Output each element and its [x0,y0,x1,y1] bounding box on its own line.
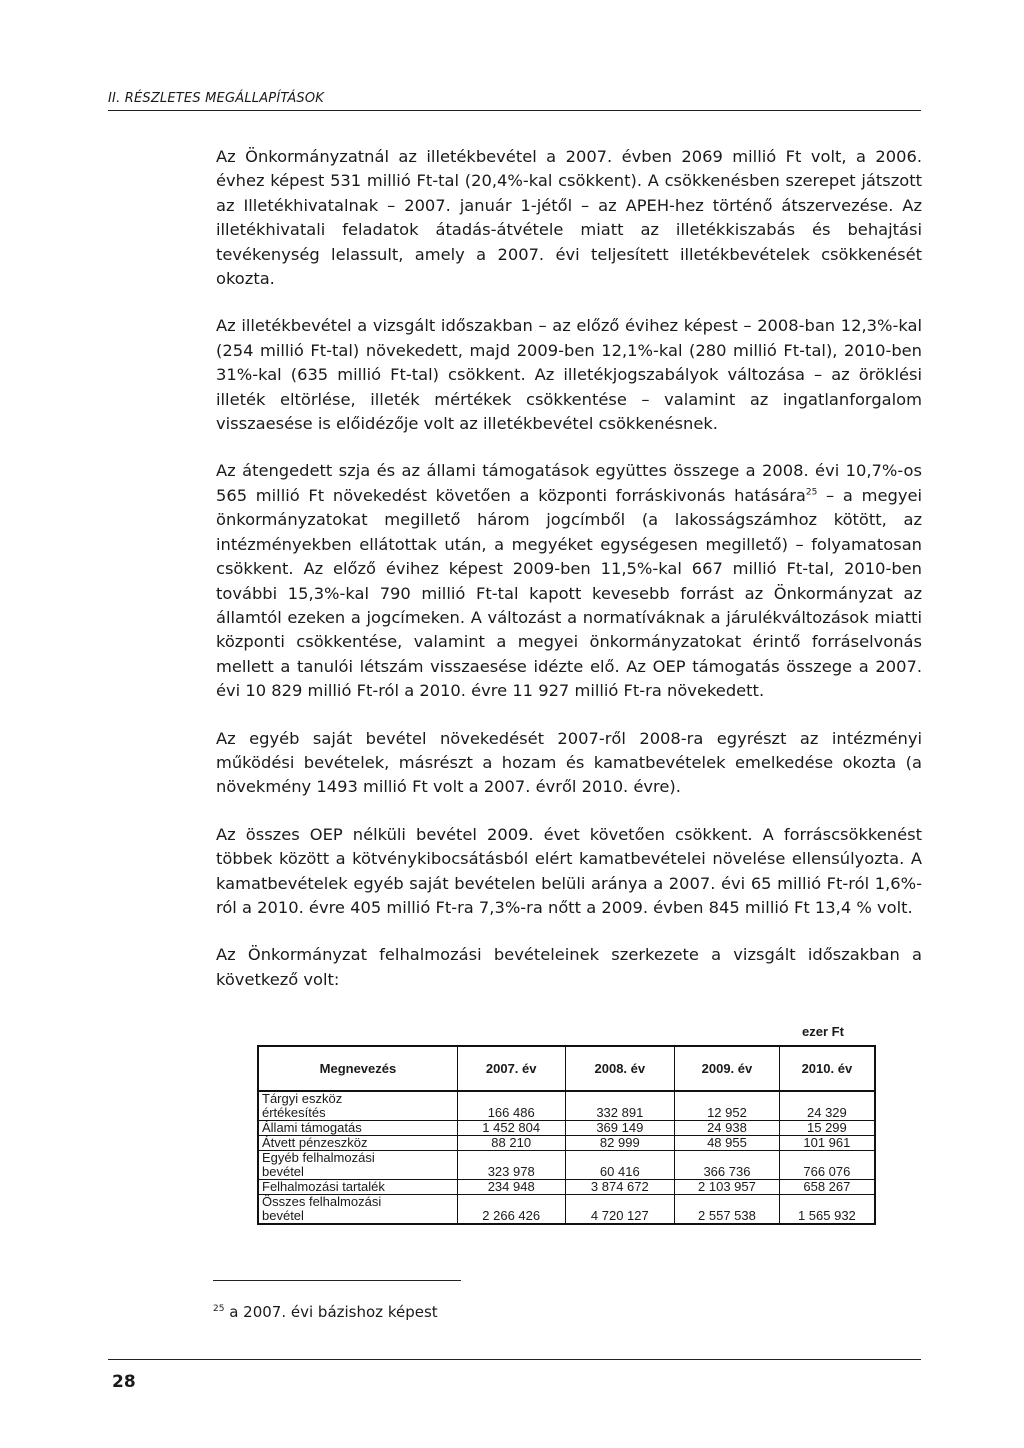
row-label-line: értékesítés [262,1105,326,1120]
row-label-line: Összes felhalmozási [262,1194,382,1209]
footnote-reference[interactable]: 25 [805,487,818,498]
table-row-total [258,1195,875,1225]
row-label: Felhalmozási tartalék [258,1180,457,1195]
footnote-number: 25 [213,1304,225,1314]
capital-revenue-table [257,1045,876,1225]
row-label-line: Tárgyi eszköz [262,1091,343,1106]
row-label [258,1151,457,1180]
table-unit-label: ezer Ft [802,1024,844,1039]
table-cell: 101 961 [779,1136,875,1151]
table-cell: 24 329 [779,1091,875,1121]
page-number: 28 [112,1372,136,1392]
body-text [216,145,922,1002]
row-label: Állami támogatás [258,1121,457,1136]
table-cell: 4 720 127 [565,1195,675,1225]
table-cell: 1 565 932 [779,1195,875,1225]
paragraph-2: Az illetékbevétel a vizsgált időszakban – az előző évihez képest – 2008-ban 12,3%-kal (254 millió Ft-tal) növekedett, majd 2009-ben 12,1%-kal (280 millió Ft-tal), 2010-ben 31%-kal (635 millió Ft-tal) csökkent. Az illetékjogszabályok változása – az öröklési illeték eltörlése, illeték mértékek csökkentése – valamint az ingatlanforgalom visszaesése is előidézője volt az illetékbevétel csökkenésnek. [216,316,922,434]
row-label-line: bevétel [262,1208,304,1223]
footnote-separator [213,1280,461,1281]
table-row [258,1136,875,1151]
table-cell: 82 999 [565,1136,675,1151]
column-header: Megnevezés [258,1046,457,1091]
row-label-line: bevétel [262,1164,304,1179]
table-cell: 2 266 426 [457,1195,565,1225]
table-header-row [258,1046,875,1091]
table-row [258,1180,875,1195]
table-cell: 15 299 [779,1121,875,1136]
table-cell: 332 891 [565,1091,675,1121]
paragraph-3 [216,459,922,703]
paragraph-3-after: – a megyei önkormányzatokat megillető három jogcímből (a lakosságszámhoz kötött, az intézményekben ellátottak után, a megyéket egységesen megillető) – folyamatosan csökkent. Az előző évihez képest 2009-ben 11,5%-kal 667 millió Ft-tal, 2010-ben további 15,3%-kal 790 millió Ft-tal kapott kevesebb forrást az Önkormányzat az államtól ezeken a jogcímeken. A változást a normatíváknak a járulékváltozások miatti központi csökkentése, valamint a megyei önkormányzatokat érintő forráselvonás mellett a tanulói létszám visszaesése idézte elő. Az OEP támogatás összege a 2007. évi 10 829 millió Ft-ról a 2010. évre 11 927 millió Ft-ra növekedett. [216,485,922,701]
table-cell: 234 948 [457,1180,565,1195]
footer-rule [108,1359,921,1360]
header-rule [108,110,921,111]
column-header: 2009. év [675,1046,780,1091]
column-header: 2008. év [565,1046,675,1091]
column-header: 2010. év [779,1046,875,1091]
paragraph-6: Az Önkormányzat felhalmozási bevételeinek szerkezete a vizsgált időszakban a következő volt: [216,945,922,989]
table-row [258,1091,875,1121]
table-cell: 166 486 [457,1091,565,1121]
table-row [258,1121,875,1136]
running-header: II. RÉSZLETES MEGÁLLAPÍTÁSOK [108,91,325,106]
table-row [258,1151,875,1180]
table-cell: 2 103 957 [675,1180,780,1195]
table-cell: 658 267 [779,1180,875,1195]
table-cell: 88 210 [457,1136,565,1151]
row-label: Átvett pénzeszköz [258,1136,457,1151]
table-cell: 366 736 [675,1151,780,1180]
paragraph-1: Az Önkormányzatnál az illetékbevétel a 2007. évben 2069 millió Ft volt, a 2006. évhez képest 531 millió Ft-tal (20,4%-kal csökkent). A csökkenésben szerepet játszott az Illetékhivatalnak – 2007. január 1-jétől – az APEH-hez történő átszervezése. Az illetékhivatali feladatok átadás-átvétele miatt az illetékkiszabás és behajtási tevékenység lelassult, amely a 2007. évi teljesített illetékbevételek csökkenését okozta. [216,147,922,289]
table-cell: 12 952 [675,1091,780,1121]
table-cell: 1 452 804 [457,1121,565,1136]
table-cell: 48 955 [675,1136,780,1151]
row-label [258,1091,457,1121]
footnote [213,1303,438,1321]
table-cell: 323 978 [457,1151,565,1180]
row-label-line: Egyéb felhalmozási [262,1150,375,1165]
table-cell: 3 874 672 [565,1180,675,1195]
row-label [258,1195,457,1225]
paragraph-4: Az egyéb saját bevétel növekedését 2007-ről 2008-ra egyrészt az intézményi működési bevételek, másrészt a hozam és kamatbevételek emelkedése okozta (a növekmény 1493 millió Ft volt a 2007. évről 2010. évre). [216,728,922,797]
paragraph-3-before: Az átengedett szja és az állami támogatások együttes összege a 2008. évi 10,7%-os 565 millió Ft növekedést követően a központi forráskivonás hatására [216,461,922,505]
table-cell: 766 076 [779,1151,875,1180]
paragraph-5: Az összes OEP nélküli bevétel 2009. évet követően csökkent. A forráscsökkenést többek között a kötvénykibocsátásból elért kamatbevételei növelése ellensúlyozta. A kamatbevételek egyéb saját bevételen belüli aránya a 2007. évi 65 millió Ft-ról 1,6%-ról a 2010. évre 405 millió Ft-ra 7,3%-ra nőtt a 2009. évben 845 millió Ft 13,4 % volt. [216,824,922,917]
table-cell: 24 938 [675,1121,780,1136]
table-cell: 2 557 538 [675,1195,780,1225]
table-cell: 60 416 [565,1151,675,1180]
table-cell: 369 149 [565,1121,675,1136]
footnote-text: a 2007. évi bázishoz képest [224,1303,438,1321]
column-header: 2007. év [457,1046,565,1091]
